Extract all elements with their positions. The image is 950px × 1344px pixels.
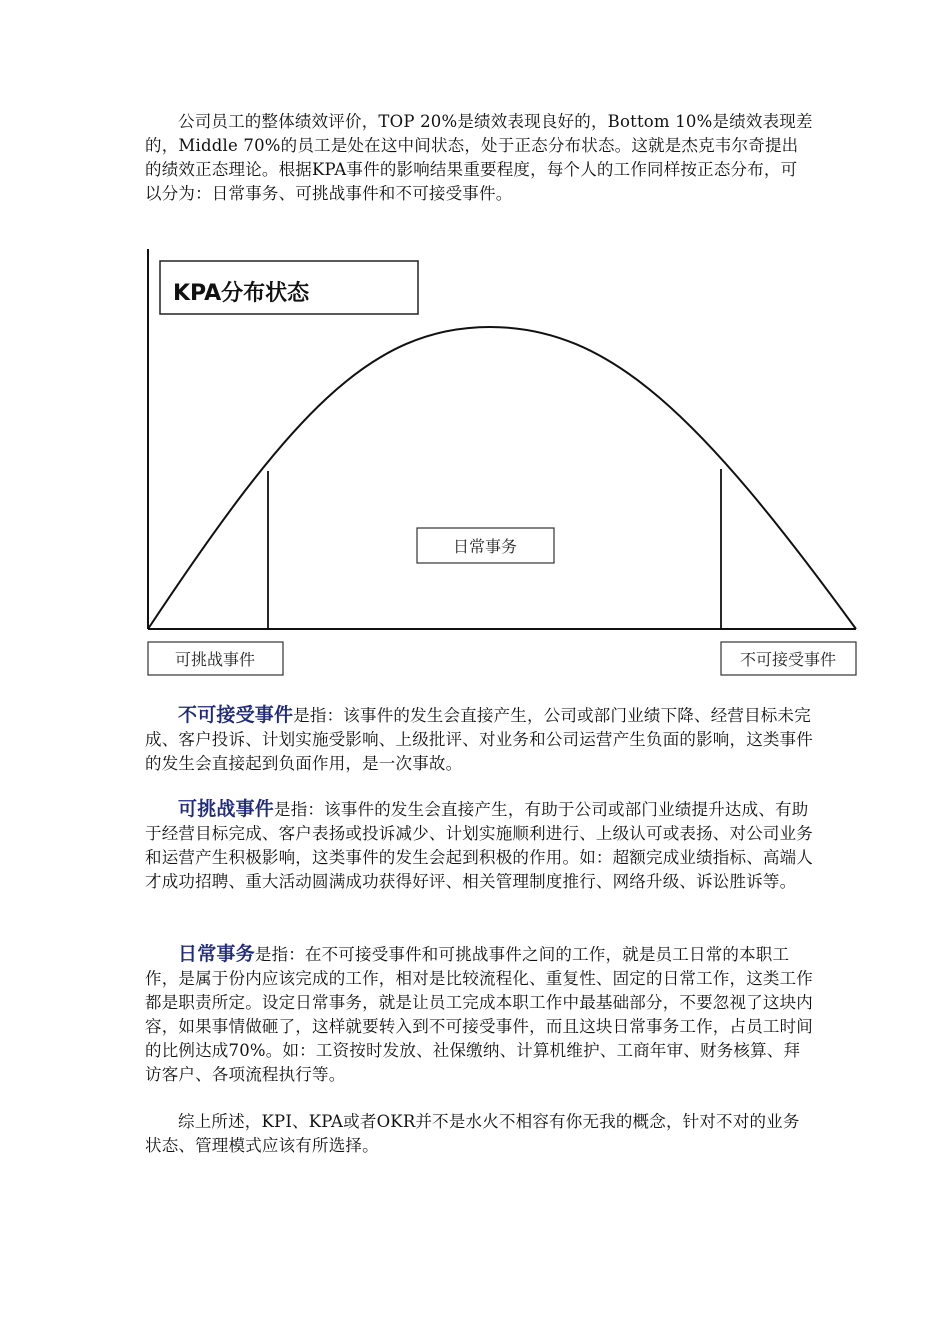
intro-paragraph: 公司员工的整体绩效评价，TOP 20%是绩效表现良好的，Bottom 10%是绩效表现差的，Middle 70%的员工是处在这中间状态，处于正态分布状态。这就是杰克韦尔奇提出的绩效正态理论。根据KPA事件的影响结果重要程度，每个人的工作同样按正态分布，可以分为：日常事务、可挑战事件和不可接受事件。 xyxy=(145,112,813,203)
term-challenge: 可挑战事件 xyxy=(178,798,275,820)
section-challenge xyxy=(145,797,813,894)
figure-title: KPA分布状态 xyxy=(173,281,310,306)
term-daily: 日常事务 xyxy=(178,943,255,965)
section-unacceptable-text: 是指：该事件的发生会直接产生，公司或部门业绩下降、经营目标未完成、客户投诉、计划实施受影响、上级批评、对业务和公司运营产生负面的影响，这类事件的发生会直接起到负面作用，是一次事故。 xyxy=(145,706,813,773)
kpa-curve-diagram xyxy=(140,245,860,685)
right-label: 不可接受事件 xyxy=(739,650,837,669)
conclusion-paragraph: 综上所述，KPI、KPA或者OKR并不是水火不相容有你无我的概念，针对不对的业务状态、管理模式应该有所选择。 xyxy=(145,1112,800,1155)
left-label: 可挑战事件 xyxy=(174,650,256,669)
section-daily xyxy=(145,942,813,1087)
section-daily-text: 是指：在不可接受事件和可挑战事件之间的工作，就是员工日常的本职工作，是属于份内应该完成的工作，相对是比较流程化、重复性、固定的日常工作，这类工作都是职责所定。设定日常事务，就是让员工完成本职工作中最基础部分，不要忽视了这块内容，如果事情做砸了，这样就要转入到不可接受事件，而且这块日常事务工作，占员工时间的比例达成70%。如：工资按时发放、社保缴纳、计算机维护、工商年审、财务核算、拜访客户、各项流程执行等。 xyxy=(145,945,813,1084)
bell-curve xyxy=(148,327,856,629)
kpa-distribution-figure xyxy=(140,245,860,689)
section-challenge-text: 是指：该事件的发生会直接产生，有助于公司或部门业绩提升达成、有助于经营目标完成、客户表扬或投诉减少、计划实施顺利进行、上级认可或表扬、对公司业务和运营产生积极影响，这类事件的发生会起到积极的作用。如：超额完成业绩指标、高端人才成功招聘、重大活动圆满成功获得好评、相关管理制度推行、网络升级、诉讼胜诉等。 xyxy=(145,800,813,891)
section-unacceptable xyxy=(145,703,813,776)
center-label: 日常事务 xyxy=(452,537,518,556)
term-unacceptable: 不可接受事件 xyxy=(178,704,294,726)
